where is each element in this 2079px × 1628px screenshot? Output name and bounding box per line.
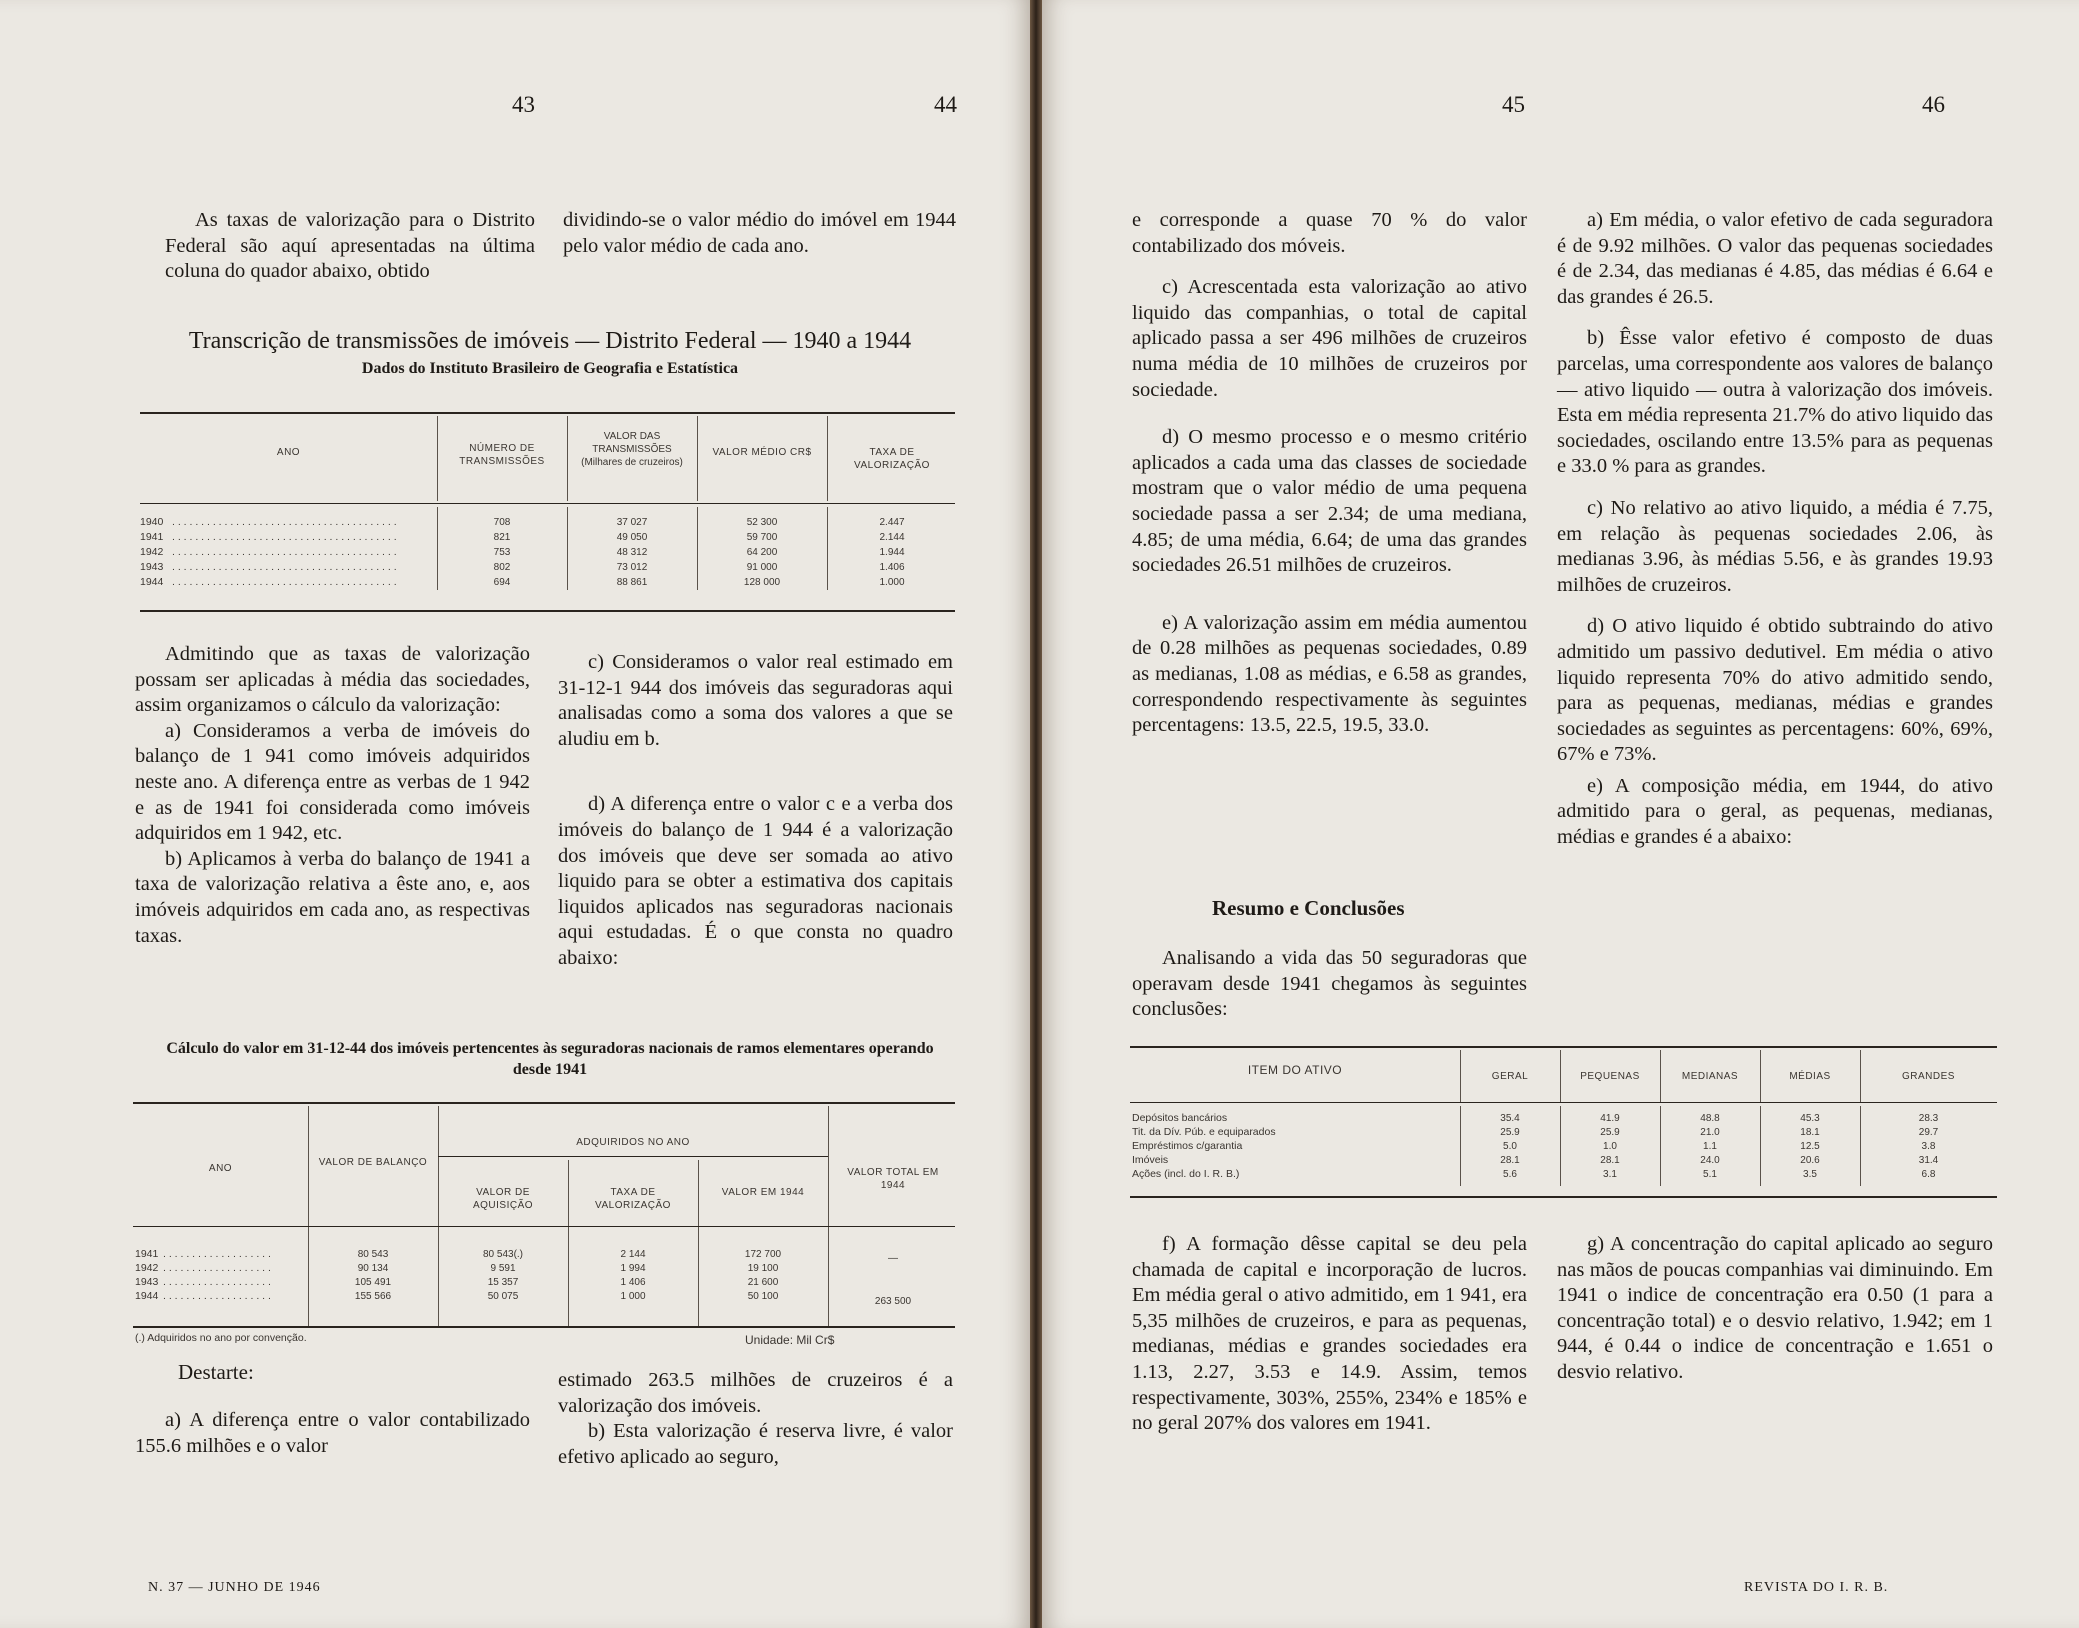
- paragraph: d) O mesmo processo e o mesmo critério aplicados a cada uma das classes de sociedade mostram que o valor médio de uma pequena sociedade passa a ser 2.34; de uma mediana, 4.85; de uma média, 6.64; de uma das grandes sociedades 26.51 milhões de cruzeiros.: [1132, 426, 1527, 577]
- paragraph: d) A diferença entre o valor c e a verba dos imóveis do balanço de 1 944 é a valorização dos imóveis que deve ser somada ao ativo liquido para se obter a estimativa dos capitais liquidos aplicados nas seguradoras nacionais aqui estudadas. É o que consta no quadro abaixo:: [558, 793, 953, 969]
- table2-header-aquisicao: VALOR DE AQUISIÇÃO: [472, 1187, 534, 1211]
- leader-dots: . . . . . . . . . . . . . . . . . . . . . . . . . . . . . . . . . . . . . . .: [172, 516, 397, 528]
- table1-cell: 88 861: [616, 577, 648, 588]
- left-col1-mid: [135, 642, 530, 949]
- table3-cell: 18.1: [1800, 1127, 1820, 1138]
- right-col3-end: [1132, 1232, 1527, 1437]
- table3-cell: 31.4: [1918, 1155, 1939, 1166]
- table1-row-year: 1944: [140, 576, 164, 588]
- right-col4-end: [1557, 1232, 1993, 1386]
- table3-cell: 28.1: [1600, 1155, 1620, 1166]
- table2-cell: 90 134: [357, 1263, 389, 1274]
- table2-dash: —: [888, 1253, 898, 1264]
- book-gutter: [1030, 0, 1042, 1628]
- table1-header-taxa: TAXA DE VALORIZAÇÃO: [854, 447, 930, 471]
- table2-cell: 50 075: [487, 1291, 519, 1302]
- table3-cell: 21.0: [1700, 1127, 1720, 1138]
- table3-row-label: Empréstimos c/garantia: [1132, 1140, 1243, 1152]
- table1-cell: 2.144: [879, 532, 905, 543]
- leader-dots: . . . . . . . . . . . . . . . . . . .: [163, 1290, 271, 1302]
- table1-row-year: 1943: [140, 561, 164, 573]
- table3-cell: 20.6: [1800, 1155, 1820, 1166]
- leader-dots: . . . . . . . . . . . . . . . . . . .: [163, 1262, 271, 1274]
- page-number-46: 46: [1922, 92, 1945, 117]
- table1-cell: 128 000: [743, 577, 781, 588]
- divider: [567, 507, 568, 590]
- table1-cell: 753: [493, 547, 511, 558]
- table1-cell: 2.447: [879, 517, 905, 528]
- table2-cell: 263 500: [874, 1296, 912, 1307]
- table2-row-year: 1943: [135, 1276, 159, 1288]
- table3-header-medias: MÉDIAS: [1789, 1071, 1831, 1082]
- table2-cell: 1 406: [620, 1277, 646, 1288]
- paragraph: e corresponde a quase 70 % do valor contabilizado dos móveis.: [1132, 209, 1527, 257]
- table2-cell: 155 566: [354, 1291, 392, 1302]
- table2-header-taxa: TAXA DE VALORIZAÇÃO: [595, 1187, 671, 1211]
- table2-cell: 1 000: [620, 1291, 646, 1302]
- table2-header-valor-1944: VALOR EM 1944: [721, 1187, 805, 1198]
- table3-header-rule: [1130, 1102, 1997, 1103]
- table1-row-year: 1940: [140, 516, 164, 528]
- divider: [827, 507, 828, 590]
- table1-cell: 73 012: [616, 562, 648, 573]
- table3-header-medianas: MEDIANAS: [1681, 1071, 1739, 1082]
- table1-row-year: 1941: [140, 531, 164, 543]
- divider: [698, 1160, 699, 1326]
- table2-row-year: 1942: [135, 1262, 159, 1274]
- table2-group-rule: [438, 1156, 828, 1157]
- leader-dots: . . . . . . . . . . . . . . . . . . . . . . . . . . . . . . . . . . . . . . .: [172, 576, 397, 588]
- table3-cell: 28.3: [1918, 1113, 1939, 1124]
- table3-row-label: Tit. da Dív. Púb. e equiparados: [1132, 1126, 1276, 1138]
- paragraph: Analisando a vida das 50 seguradoras que operavam desde 1941 chegamos às seguintes conclusões:: [1132, 947, 1527, 1021]
- table2-header-balanco: VALOR DE BALANÇO: [318, 1157, 428, 1168]
- table1-cell: 708: [493, 517, 511, 528]
- table3-cell: 41.9: [1600, 1113, 1620, 1124]
- table3-header-item: ITEM DO ATIVO: [1247, 1063, 1343, 1077]
- table2-cell: 9 591: [490, 1263, 516, 1274]
- table2-cell: 80 543(.): [482, 1249, 524, 1260]
- paragraph: e) A valorização assim em média aumentou de 0.28 milhões as pequenas sociedades, 0.89 as medianas, 1.08 as médias, e 6.58 as grandes, correspondendo respectivamente às seguintes percentagens: 13.5, 22.5, 19.5, 33.0.: [1132, 611, 1527, 737]
- right-page: [1042, 0, 2079, 1628]
- table1-cell: 91 000: [746, 562, 778, 573]
- paragraph: a) Em média, o valor efetivo de cada seguradora é de 9.92 milhões. O valor das pequenas sociedades é de 2.34, das medianas é 4.85, das médias é 6.64 e das grandes é 26.5.: [1557, 209, 1993, 308]
- table1-title: Transcrição de transmissões de imóveis — Distrito Federal — 1940 a 1944: [188, 328, 912, 354]
- table2-cell: 80 543: [357, 1249, 389, 1260]
- left-col2-end: [558, 1368, 953, 1470]
- right-col4: [1557, 208, 1993, 851]
- left-col2-intro: [563, 208, 956, 259]
- paragraph: b) Aplicamos à verba do balanço de 1941 a taxa de valorização relativa a êste ano, e, aos imóveis adquiridos em cada ano, as respectivas taxas.: [135, 847, 530, 947]
- table2-cell: 1 994: [620, 1263, 646, 1274]
- table1-cell: 64 200: [746, 547, 778, 558]
- paragraph: c) Consideramos o valor real estimado em 31-12-1 944 dos imóveis das seguradoras aqui analisadas como a soma dos valores a que se aludiu em b.: [558, 651, 953, 750]
- table1-cell: 1.944: [879, 547, 905, 558]
- table3-cell: 48.8: [1700, 1113, 1720, 1124]
- table1-cell: 802: [493, 562, 511, 573]
- table1-cell: 49 050: [616, 532, 648, 543]
- table2-cell: 15 357: [487, 1277, 519, 1288]
- table3-cell: 24.0: [1700, 1155, 1720, 1166]
- divider: [437, 507, 438, 590]
- table3-header-geral: GERAL: [1491, 1071, 1529, 1082]
- page-number-43: 43: [512, 92, 535, 117]
- table3-cell: 5.1: [1703, 1169, 1717, 1180]
- table2-header-total: VALOR TOTAL EM 1944: [847, 1167, 939, 1191]
- table3-cell: 3.5: [1803, 1169, 1817, 1180]
- table2-title: Cálculo do valor em 31-12-44 dos imóveis pertencentes às seguradoras nacionais de ramos elementares operando desde 1941: [166, 1040, 934, 1078]
- table1-cell: 37 027: [616, 517, 648, 528]
- divider: [308, 1106, 309, 1326]
- table1-header-ano: ANO: [276, 447, 301, 458]
- table1-cell: 1.406: [879, 562, 905, 573]
- left-page: [0, 0, 1030, 1628]
- table3-row-label: Ações (incl. do I. R. B.): [1132, 1168, 1240, 1180]
- table2-cell: 21 600: [747, 1277, 779, 1288]
- table1-cell: 59 700: [746, 532, 778, 543]
- paragraph: a) Consideramos a verba de imóveis do balanço de 1 941 como imóveis adquiridos neste ano. A diferença entre as verbas de 1 942 e as de 1941 foi considerada como imóveis adquiridos em 1 942, etc.: [135, 719, 530, 845]
- divider: [437, 416, 438, 501]
- table2-cell: 50 100: [747, 1291, 779, 1302]
- divider: [697, 416, 698, 501]
- paragraph: e) A composição média, em 1944, do ativo admitido para o geral, as pequenas, medianas, médias e grandes é a abaixo:: [1557, 774, 1993, 849]
- page-number-45: 45: [1502, 92, 1525, 117]
- table2-header-ano: ANO: [208, 1163, 233, 1174]
- table2-note: (.) Adquiridos no ano por convenção.: [135, 1332, 307, 1344]
- left-col1-intro: [165, 208, 535, 285]
- table3-cell: 1.1: [1703, 1141, 1717, 1152]
- table1-row-year: 1942: [140, 546, 164, 558]
- divider: [828, 1106, 829, 1326]
- table1-top-rule: [140, 412, 955, 414]
- table2-cell: 172 700: [744, 1249, 782, 1260]
- paragraph: a) A diferença entre o valor contabilizado 155.6 milhões e o valor: [135, 1409, 530, 1457]
- page-number-44: 44: [934, 92, 957, 117]
- divider: [827, 416, 828, 501]
- table3-cell: 3.8: [1921, 1141, 1936, 1152]
- right-footer: REVISTA DO I. R. B.: [1744, 1580, 1889, 1595]
- table2-unit: Unidade: Mil Cr$: [745, 1333, 835, 1347]
- right-col3: [1132, 208, 1527, 739]
- table3-cell: 29.7: [1918, 1127, 1939, 1138]
- table1-bottom-rule: [140, 610, 955, 612]
- paragraph: estimado 263.5 milhões de cruzeiros é a valorização dos imóveis.: [558, 1369, 953, 1417]
- section-heading: Resumo e Conclusões: [1212, 896, 1405, 920]
- right-col3-after: [1132, 946, 1527, 1023]
- table2-top-rule: [133, 1102, 955, 1104]
- paragraph: b) Êsse valor efetivo é composto de duas parcelas, uma correspondente aos valores de balanço — ativo liquido — outra à valorização dos imóveis. Esta em média representa 21.7% do ativo liquido das sociedades, oscilando entre 13.5% para as pequenas e 33.0 % para as grandes.: [1557, 327, 1993, 478]
- paragraph: Admitindo que as taxas de valorização possam ser aplicadas à média das sociedades, assim organizamos o cálculo da valorização:: [135, 643, 530, 717]
- table1-subtitle: Dados do Instituto Brasileiro de Geografia e Estatística: [361, 360, 739, 377]
- table1-cell: 694: [493, 577, 511, 588]
- paragraph: c) No relativo ao ativo liquido, a média é 7.75, em relação às pequenas sociedades 2.06, às medianas 3.96, às médias 5.56, e às grandes 19.93 milhões de cruzeiros.: [1557, 496, 1993, 596]
- table1-header-valor: VALOR DAS TRANSMISSÕES (Milhares de cruzeiros): [581, 431, 683, 468]
- table2-row-year: 1944: [135, 1290, 159, 1302]
- table3-cell: 25.9: [1500, 1127, 1520, 1138]
- table1-cell: 1.000: [879, 577, 905, 588]
- table3-cell: 28.1: [1500, 1155, 1520, 1166]
- table1-header-rule: [140, 503, 955, 504]
- paragraph: As taxas de valorização para o Distrito Federal são aquí apresentadas na última coluna do quador abaixo, obtido: [165, 209, 535, 283]
- table2-cell: 2 144: [620, 1249, 646, 1260]
- leader-dots: . . . . . . . . . . . . . . . . . . . . . . . . . . . . . . . . . . . . . . .: [172, 546, 397, 558]
- table3-row-label: Depósitos bancários: [1132, 1112, 1228, 1124]
- table3-cell: 3.1: [1603, 1169, 1617, 1180]
- paragraph: g) A concentração do capital aplicado ao seguro nas mãos de poucas companhias vai diminuindo. Em 1941 o indice de concentração era 0.50 (1 para a concentração total) e o desvio relativo, 1.942; em 1 944, é 0.44 o indice de concentração e 1.651 o desvio relativo.: [1557, 1233, 1993, 1383]
- left-col1-end: [135, 1408, 530, 1459]
- left-col2-mid: [558, 650, 953, 972]
- leader-dots: . . . . . . . . . . . . . . . . . . . . . . . . . . . . . . . . . . . . . . .: [172, 531, 397, 543]
- table3-cell: 6.8: [1921, 1169, 1936, 1180]
- table3-header-pequenas: PEQUENAS: [1580, 1071, 1640, 1082]
- table2-header-rule: [133, 1226, 955, 1227]
- table1-cell: 821: [493, 532, 511, 543]
- leader-dots: . . . . . . . . . . . . . . . . . . . . . . . . . . . . . . . . . . . . . . .: [172, 561, 397, 573]
- paragraph: c) Acrescentada esta valorização ao ativo liquido das companhias, o total de capital aplicado passa a ser 496 milhões de cruzeiros numa média de 10 milhões de cruzeiros por sociedade.: [1132, 276, 1527, 401]
- divider: [568, 1160, 569, 1326]
- table1-header-valor-medio: VALOR MÉDIO CR$: [712, 447, 812, 458]
- table2-cell: 19 100: [747, 1263, 779, 1274]
- table1-header-transmissoes: NÚMERO DE TRANSMISSÕES: [459, 443, 545, 467]
- divider: [567, 416, 568, 501]
- leader-dots: . . . . . . . . . . . . . . . . . . .: [163, 1276, 271, 1288]
- table3-cell: 5.0: [1503, 1141, 1517, 1152]
- table3-cell: 12.5: [1800, 1141, 1820, 1152]
- table2-cell: 105 491: [354, 1277, 392, 1288]
- left-footer: N. 37 — JUNHO DE 1946: [148, 1580, 321, 1595]
- table2-bottom-rule: [133, 1326, 955, 1328]
- destarte-label: Destarte:: [178, 1360, 254, 1384]
- table3-header-grandes: GRANDES: [1902, 1071, 1955, 1082]
- paragraph: f) A formação dêsse capital se deu pela chamada de capital e incorporação de lucros. Em média geral o ativo admitido, em 1 941, era 5,35 milhões de cruzeiros, e para as pequenas, medianas, médias e grandes sociedades era 1.13, 2.27, 3.53 e 14.9. Assim, temos respectivamente, 303%, 255%, 234% e 185% e no geral 207% dos valores em 1941.: [1132, 1233, 1527, 1435]
- paragraph: dividindo-se o valor médio do imóvel em 1944 pelo valor médio de cada ano.: [563, 209, 956, 257]
- table2-row-year: 1941: [135, 1248, 159, 1260]
- table3-cell: 35.4: [1500, 1113, 1520, 1124]
- table3-top-rule: [1130, 1046, 1997, 1048]
- table3-bottom-rule: [1130, 1196, 1997, 1198]
- divider: [697, 507, 698, 590]
- table2-group-header: ADQUIRIDOS NO ANO: [576, 1137, 690, 1148]
- table1-cell: 52 300: [746, 517, 778, 528]
- table1-cell: 48 312: [616, 547, 648, 558]
- paragraph: b) Esta valorização é reserva livre, é valor efetivo aplicado ao seguro,: [558, 1420, 953, 1468]
- table3-cell: 1.0: [1603, 1141, 1617, 1152]
- table3-row-label: Imóveis: [1132, 1154, 1169, 1166]
- table3-cell: 5.6: [1503, 1169, 1517, 1180]
- paragraph: d) O ativo liquido é obtido subtraindo do ativo admitido um passivo dedutivel. Em média o ativo liquido representa 70% do ativo admitido sendo, para as pequenas, medianas, médias e grandes sociedades as seguintes as percentagens: 60%, 69%, 67% e 73%.: [1557, 615, 1993, 766]
- leader-dots: . . . . . . . . . . . . . . . . . . .: [163, 1248, 271, 1260]
- table3-cell: 25.9: [1600, 1127, 1620, 1138]
- table3-cell: 45.3: [1800, 1113, 1820, 1124]
